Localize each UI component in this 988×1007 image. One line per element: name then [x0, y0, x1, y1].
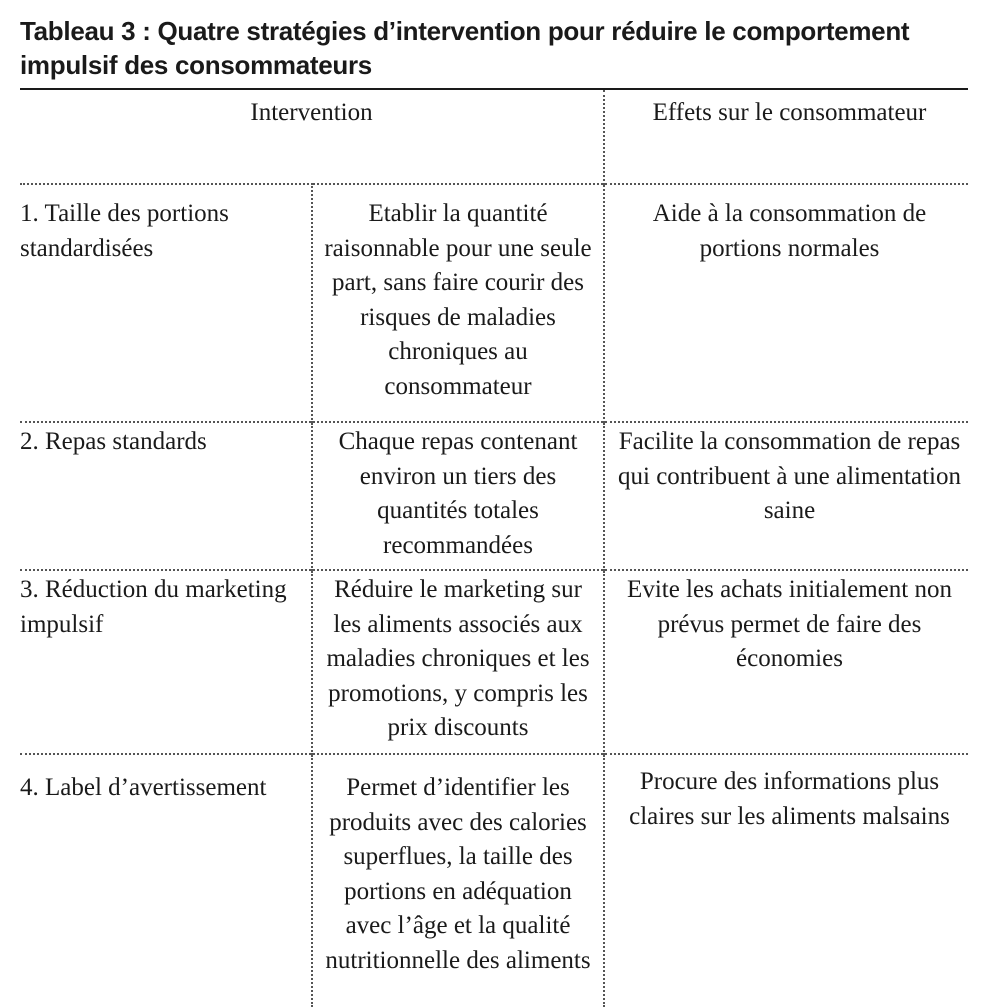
row-effect: Evite les achats initialement non prévus permet de faire des économies [604, 570, 968, 754]
row-effect: Aide à la consommation de portions normales [604, 184, 968, 422]
table-row [20, 570, 968, 754]
row-effect: Procure des informations plus claires sur les aliments malsains [604, 754, 968, 1007]
row-strategy-name: 4. Label d’avertissement [20, 754, 312, 1007]
row-intervention: Permet d’identifier les produits avec des calories superflues, la taille des portions en adéquation avec l’âge et la qualité nutritionnelle des aliments [312, 754, 604, 1007]
row-strategy-name: 3. Réduction du marketing impulsif [20, 570, 312, 754]
document-page [20, 14, 968, 1007]
row-intervention: Chaque repas contenant environ un tiers des quantités totales recommandées [312, 422, 604, 570]
interventions-table [20, 90, 968, 1007]
row-intervention: Etablir la quantité raisonnable pour une seule part, sans faire courir des risques de maladies chroniques au consommateur [312, 184, 604, 422]
row-strategy-name: 2. Repas standards [20, 422, 312, 570]
row-strategy-name: 1. Taille des portions standardisées [20, 184, 312, 422]
table-row [20, 422, 968, 570]
row-effect: Facilite la consommation de repas qui contribuent à une alimentation saine [604, 422, 968, 570]
header-intervention: Intervention [20, 90, 604, 184]
table-row [20, 184, 968, 422]
table-title: Tableau 3 : Quatre stratégies d’intervention pour réduire le comportement impulsif des consommateurs [20, 14, 968, 90]
row-intervention: Réduire le marketing sur les aliments associés aux maladies chroniques et les promotions, y compris les prix discounts [312, 570, 604, 754]
header-effects: Effets sur le consommateur [652, 99, 927, 126]
table-row [20, 754, 968, 1007]
table-header-row [20, 90, 968, 184]
